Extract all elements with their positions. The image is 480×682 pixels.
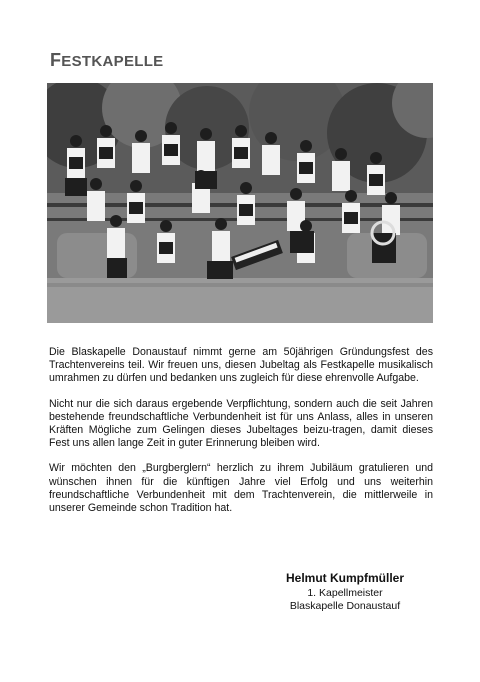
paragraph-3: Wir möchten den „Burgberglern“ herzlich zu ihrem Jubiläum gratulieren und wünschen ihnen für die künftigen Jahre viel Erfolg und uns weiterhin freundschaftliche Verbundenheit mit dem Trachtenverein, die mittlerweile in unserer Gemeinde schon Tradition hat. <box>49 462 433 515</box>
title-initial: F <box>50 50 62 70</box>
signature-name: Helmut Kumpfmüller <box>285 571 404 585</box>
body-text <box>49 346 433 527</box>
paragraph-2: Nicht nur die sich daraus ergebende Verpflichtung, sondern auch die seit Jahren bestehende freundschaftliche Verbundenheit ist für uns Anlass, alles in unseren Kräften Mögliche zum Gelingen dieses Jubeltages beizu-tragen, damit dieses Fest uns allen lange Zeit in guter Erinnerung bleiben wird. <box>49 397 433 450</box>
paragraph-1: Die Blaskapelle Donaustauf nimmt gerne am 50jährigen Gründungsfest des Trachtenvereins teil. Wir freuen uns, diesen Jubeltag als Festkapelle musikalisch umrahmen zu dürfen und bedanken uns zugleich für diese ehrenvolle Aufgabe. <box>49 346 433 385</box>
title-rest: ESTKAPELLE <box>61 53 164 70</box>
band-photo <box>47 83 433 323</box>
signature-block <box>260 571 430 613</box>
signature-role: 1. Kapellmeister <box>307 587 383 599</box>
band-photo-image <box>47 83 433 323</box>
signature-org: Blaskapelle Donaustauf <box>289 600 401 612</box>
page-title <box>50 50 163 71</box>
